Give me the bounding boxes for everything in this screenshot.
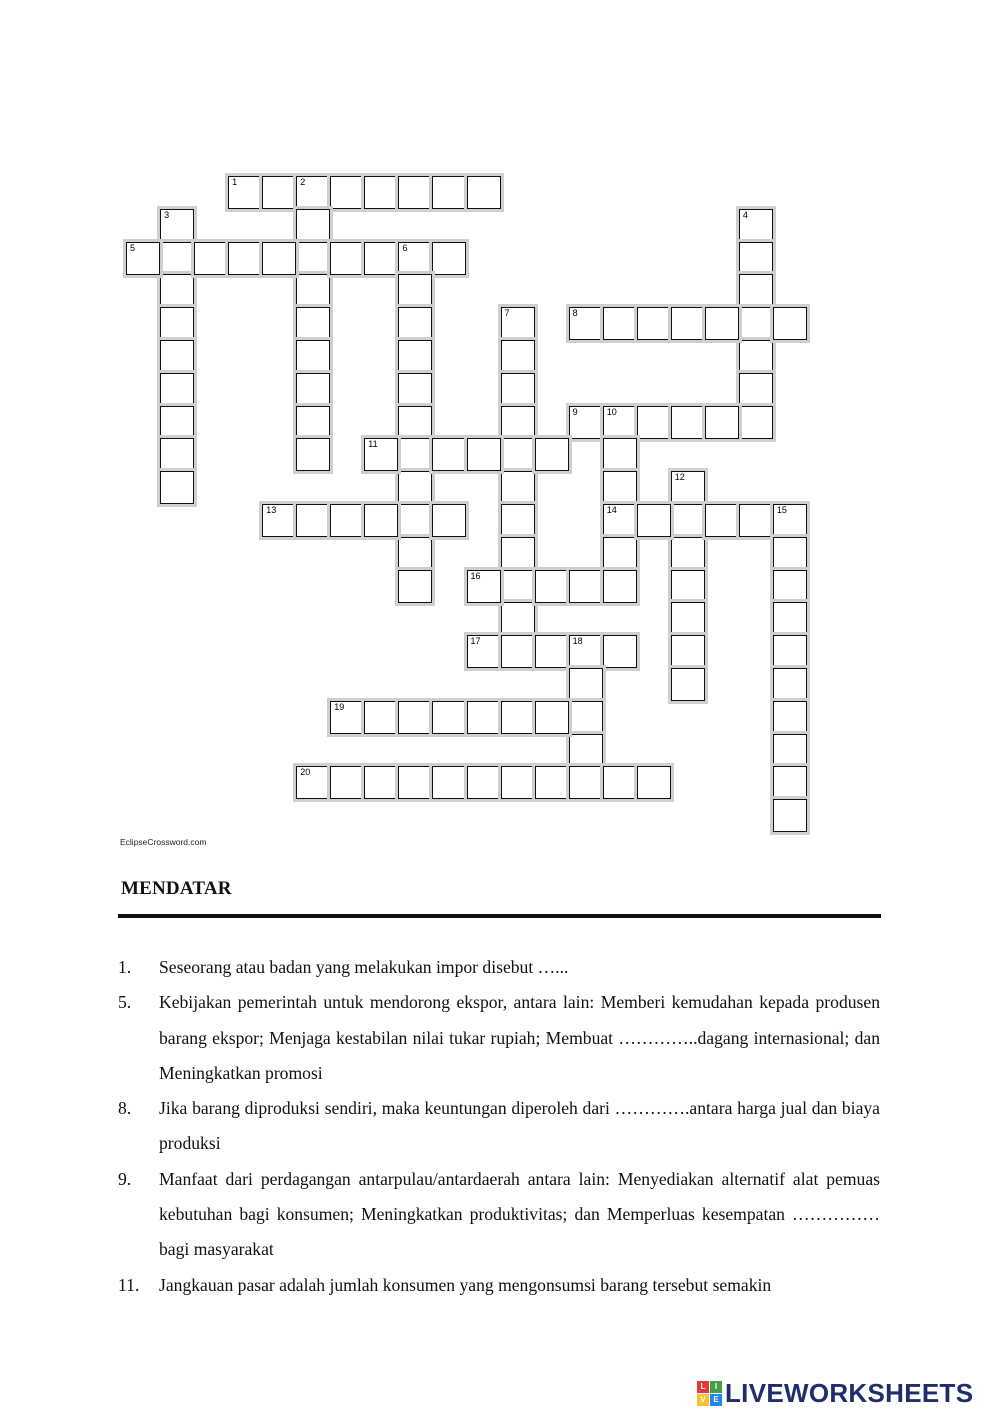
crossword-cell[interactable] bbox=[739, 373, 773, 406]
crossword-cell[interactable] bbox=[364, 766, 398, 799]
crossword-cell[interactable] bbox=[398, 274, 432, 307]
crossword-cell[interactable] bbox=[296, 373, 330, 406]
crossword-cell[interactable] bbox=[330, 242, 364, 275]
crossword-cell[interactable] bbox=[262, 242, 296, 275]
crossword-cell[interactable] bbox=[671, 537, 705, 570]
crossword-cell[interactable] bbox=[398, 471, 432, 504]
crossword-cell[interactable] bbox=[773, 307, 807, 340]
crossword-cell[interactable] bbox=[501, 635, 535, 668]
crossword-cell[interactable] bbox=[773, 504, 807, 537]
crossword-cell[interactable] bbox=[398, 373, 432, 406]
crossword-cell[interactable] bbox=[398, 307, 432, 340]
clue-item bbox=[118, 950, 880, 985]
crossword-cell[interactable] bbox=[160, 307, 194, 340]
crossword-cell[interactable] bbox=[262, 504, 296, 537]
crossword-cell[interactable] bbox=[773, 537, 807, 570]
crossword-cell[interactable] bbox=[739, 242, 773, 275]
logo-tile: I bbox=[710, 1381, 722, 1393]
cell-number: 4 bbox=[742, 209, 748, 220]
crossword-cell[interactable] bbox=[671, 471, 705, 504]
cell-number: 18 bbox=[572, 636, 583, 647]
crossword-cell[interactable] bbox=[501, 471, 535, 504]
crossword-cell[interactable] bbox=[501, 307, 535, 340]
crossword-cell[interactable] bbox=[398, 504, 432, 537]
clue-number: 9. bbox=[118, 1168, 132, 1189]
cell-number: 11 bbox=[368, 439, 378, 450]
crossword-cell[interactable] bbox=[398, 242, 432, 275]
clue-item bbox=[118, 1162, 880, 1268]
crossword-cell[interactable] bbox=[739, 504, 773, 537]
crossword-cell[interactable] bbox=[398, 438, 432, 471]
crossword-cell[interactable] bbox=[569, 635, 603, 668]
cell-number: 13 bbox=[266, 505, 277, 515]
cell-number: 10 bbox=[606, 406, 617, 417]
crossword-cell[interactable] bbox=[432, 701, 466, 734]
crossword-cell[interactable] bbox=[637, 406, 671, 439]
crossword-cell[interactable] bbox=[603, 504, 637, 537]
crossword-cell[interactable] bbox=[739, 406, 773, 439]
clue-text: Jangkauan pasar adalah jumlah konsumen yang mengonsumsi barang tersebut semakin bbox=[159, 1274, 772, 1295]
crossword-cell[interactable] bbox=[364, 176, 398, 209]
clue-text: Manfaat dari perdagangan antarpulau/antardaerah antara lain: Menyediakan alternatif alat pemuas kebutuhan bagi konsumen; Meningkatkan produktivitas; dan Memperluas kesempatan …………… bagi masyarakat bbox=[159, 1168, 880, 1260]
crossword-cell[interactable] bbox=[160, 373, 194, 406]
clue-text: Jika barang diproduksi sendiri, maka keuntungan diperoleh dari ………….antara harga jual dan biaya produksi bbox=[159, 1098, 880, 1154]
logo-tile: L bbox=[697, 1381, 709, 1393]
crossword-cell[interactable] bbox=[705, 406, 739, 439]
crossword-cell[interactable] bbox=[296, 242, 330, 275]
liveworksheets-logo bbox=[697, 1376, 973, 1410]
cell-number: 9 bbox=[572, 406, 578, 417]
crossword-cell[interactable] bbox=[671, 635, 705, 668]
crossword-cell[interactable] bbox=[773, 602, 807, 635]
crossword-cell[interactable] bbox=[773, 701, 807, 734]
crossword-cell[interactable] bbox=[432, 242, 466, 275]
crossword-cell[interactable] bbox=[467, 176, 501, 209]
crossword-cell[interactable] bbox=[773, 635, 807, 668]
crossword-cell[interactable] bbox=[603, 438, 637, 471]
crossword-cell[interactable] bbox=[569, 701, 603, 734]
crossword-cell[interactable] bbox=[603, 537, 637, 570]
crossword-cell[interactable] bbox=[398, 406, 432, 439]
crossword-cell[interactable] bbox=[296, 307, 330, 340]
crossword-cell[interactable] bbox=[160, 274, 194, 307]
cell-number: 7 bbox=[504, 308, 510, 319]
clue-number: 8. bbox=[118, 1098, 132, 1119]
crossword-cell[interactable] bbox=[501, 373, 535, 406]
cell-number: 16 bbox=[470, 570, 481, 581]
clue-item bbox=[118, 1268, 880, 1303]
crossword-cell[interactable] bbox=[569, 668, 603, 701]
crossword-cell[interactable] bbox=[296, 406, 330, 439]
logo-text: LIVEWORKSHEETS bbox=[725, 1377, 974, 1408]
crossword-cell[interactable] bbox=[773, 799, 807, 832]
crossword-cell[interactable] bbox=[126, 242, 160, 275]
crossword-cell[interactable] bbox=[262, 176, 296, 209]
crossword-cell[interactable] bbox=[432, 766, 466, 799]
crossword-cell[interactable] bbox=[501, 438, 535, 471]
crossword-cell[interactable] bbox=[160, 242, 194, 275]
crossword-cell[interactable] bbox=[398, 766, 432, 799]
cell-number: 5 bbox=[130, 242, 136, 253]
crossword-cell[interactable] bbox=[330, 176, 364, 209]
crossword-cell[interactable] bbox=[364, 504, 398, 537]
crossword-cell[interactable] bbox=[467, 701, 501, 734]
clue-number: 1. bbox=[118, 957, 132, 977]
crossword-cell[interactable] bbox=[296, 438, 330, 471]
crossword-cell[interactable] bbox=[160, 209, 194, 242]
crossword-cell[interactable] bbox=[501, 340, 535, 373]
crossword-cell[interactable] bbox=[671, 602, 705, 635]
crossword-cell[interactable] bbox=[501, 570, 535, 603]
crossword-cell[interactable] bbox=[160, 438, 194, 471]
logo-icon bbox=[697, 1381, 722, 1406]
cell-number: 19 bbox=[334, 701, 345, 712]
cell-number: 8 bbox=[572, 308, 578, 319]
section-heading: MENDATAR bbox=[121, 878, 232, 899]
crossword-cell[interactable] bbox=[296, 504, 330, 537]
crossword-cell[interactable] bbox=[330, 766, 364, 799]
clue-number: 5. bbox=[118, 992, 132, 1013]
crossword-cell[interactable] bbox=[228, 242, 262, 275]
crossword-cell[interactable] bbox=[705, 307, 739, 340]
crossword-cell[interactable] bbox=[296, 340, 330, 373]
crossword-cell[interactable] bbox=[773, 570, 807, 603]
credit-text: EclipseCrossword.com bbox=[120, 837, 207, 847]
crossword-cell[interactable] bbox=[569, 766, 603, 799]
crossword-cell[interactable] bbox=[671, 570, 705, 603]
cell-number: 15 bbox=[776, 505, 787, 515]
crossword-cell[interactable] bbox=[296, 209, 330, 242]
crossword-cell[interactable] bbox=[705, 504, 739, 537]
crossword-cell[interactable] bbox=[364, 438, 398, 471]
cell-number: 6 bbox=[402, 242, 408, 253]
cell-number: 14 bbox=[606, 505, 617, 515]
crossword-cell[interactable] bbox=[671, 504, 705, 537]
crossword-cell[interactable] bbox=[364, 242, 398, 275]
cell-number: 1 bbox=[232, 177, 238, 187]
crossword-cell[interactable] bbox=[501, 406, 535, 439]
crossword-cell[interactable] bbox=[535, 438, 569, 471]
crossword-cell[interactable] bbox=[569, 307, 603, 340]
crossword-cell[interactable] bbox=[739, 340, 773, 373]
cell-number: 12 bbox=[674, 472, 685, 483]
crossword-cell[interactable] bbox=[535, 701, 569, 734]
crossword-cell[interactable] bbox=[228, 176, 262, 209]
crossword-cell[interactable] bbox=[432, 176, 466, 209]
crossword-cell[interactable] bbox=[432, 438, 466, 471]
crossword-cell[interactable] bbox=[501, 504, 535, 537]
crossword-cell[interactable] bbox=[603, 766, 637, 799]
crossword-cell[interactable] bbox=[467, 635, 501, 668]
crossword-cell[interactable] bbox=[739, 209, 773, 242]
cell-number: 3 bbox=[164, 209, 170, 220]
crossword-cell[interactable] bbox=[637, 504, 671, 537]
crossword-cell[interactable] bbox=[739, 274, 773, 307]
crossword-cell[interactable] bbox=[535, 570, 569, 603]
heading-divider bbox=[118, 914, 881, 918]
logo-tile: E bbox=[710, 1394, 722, 1406]
crossword-cell[interactable] bbox=[398, 340, 432, 373]
crossword-cell[interactable] bbox=[569, 570, 603, 603]
cell-number: 2 bbox=[300, 177, 306, 187]
crossword-cell[interactable] bbox=[467, 766, 501, 799]
crossword-cell[interactable] bbox=[535, 635, 569, 668]
clue-item bbox=[118, 1091, 880, 1162]
crossword-cell[interactable] bbox=[603, 570, 637, 603]
cell-number: 17 bbox=[470, 636, 481, 647]
crossword-cell[interactable] bbox=[671, 406, 705, 439]
crossword-cell[interactable] bbox=[671, 668, 705, 701]
clue-number: 11. bbox=[118, 1274, 140, 1295]
crossword-cell[interactable] bbox=[637, 307, 671, 340]
crossword-cell[interactable] bbox=[160, 471, 194, 504]
crossword-cell[interactable] bbox=[398, 537, 432, 570]
clue-list bbox=[118, 950, 880, 1303]
crossword-cell[interactable] bbox=[160, 340, 194, 373]
clue-item bbox=[118, 985, 880, 1091]
cell-number: 20 bbox=[300, 767, 311, 778]
crossword-cell[interactable] bbox=[432, 504, 466, 537]
crossword-cell[interactable] bbox=[398, 701, 432, 734]
crossword-cell[interactable] bbox=[467, 570, 501, 603]
crossword-cell[interactable] bbox=[535, 766, 569, 799]
crossword-cell[interactable] bbox=[160, 406, 194, 439]
crossword-cell[interactable] bbox=[603, 307, 637, 340]
crossword-cell[interactable] bbox=[296, 176, 330, 209]
crossword-cell[interactable] bbox=[671, 307, 705, 340]
crossword-cell[interactable] bbox=[296, 274, 330, 307]
crossword-cell[interactable] bbox=[603, 635, 637, 668]
crossword-cell[interactable] bbox=[501, 537, 535, 570]
clue-text: Kebijakan pemerintah untuk mendorong ekspor, antara lain: Memberi kemudahan kepada produsen barang ekspor; Menjaga kestabilan nilai tukar rupiah; Membuat …………..dagang internasional; dan Meningkatkan promosi bbox=[159, 992, 880, 1083]
crossword-cell[interactable] bbox=[398, 176, 432, 209]
crossword-cell[interactable] bbox=[296, 766, 330, 799]
crossword-cell[interactable] bbox=[773, 668, 807, 701]
crossword-cell[interactable] bbox=[398, 570, 432, 603]
crossword-cell[interactable] bbox=[773, 766, 807, 799]
clue-text: Seseorang atau badan yang melakukan impor disebut …... bbox=[159, 957, 569, 977]
crossword-cell[interactable] bbox=[330, 504, 364, 537]
crossword-cell[interactable] bbox=[569, 734, 603, 767]
crossword-cell[interactable] bbox=[603, 406, 637, 439]
logo-tile: V bbox=[697, 1394, 709, 1406]
crossword-cell[interactable] bbox=[364, 701, 398, 734]
crossword-cell[interactable] bbox=[603, 471, 637, 504]
crossword-cell[interactable] bbox=[194, 242, 228, 275]
crossword-cell[interactable] bbox=[330, 701, 364, 734]
crossword-cell[interactable] bbox=[773, 734, 807, 767]
crossword-cell[interactable] bbox=[501, 701, 535, 734]
crossword-cell[interactable] bbox=[569, 406, 603, 439]
crossword-cell[interactable] bbox=[501, 766, 535, 799]
crossword-cell[interactable] bbox=[637, 766, 671, 799]
crossword-cell[interactable] bbox=[739, 307, 773, 340]
crossword-cell[interactable] bbox=[467, 438, 501, 471]
crossword-cell[interactable] bbox=[501, 602, 535, 635]
